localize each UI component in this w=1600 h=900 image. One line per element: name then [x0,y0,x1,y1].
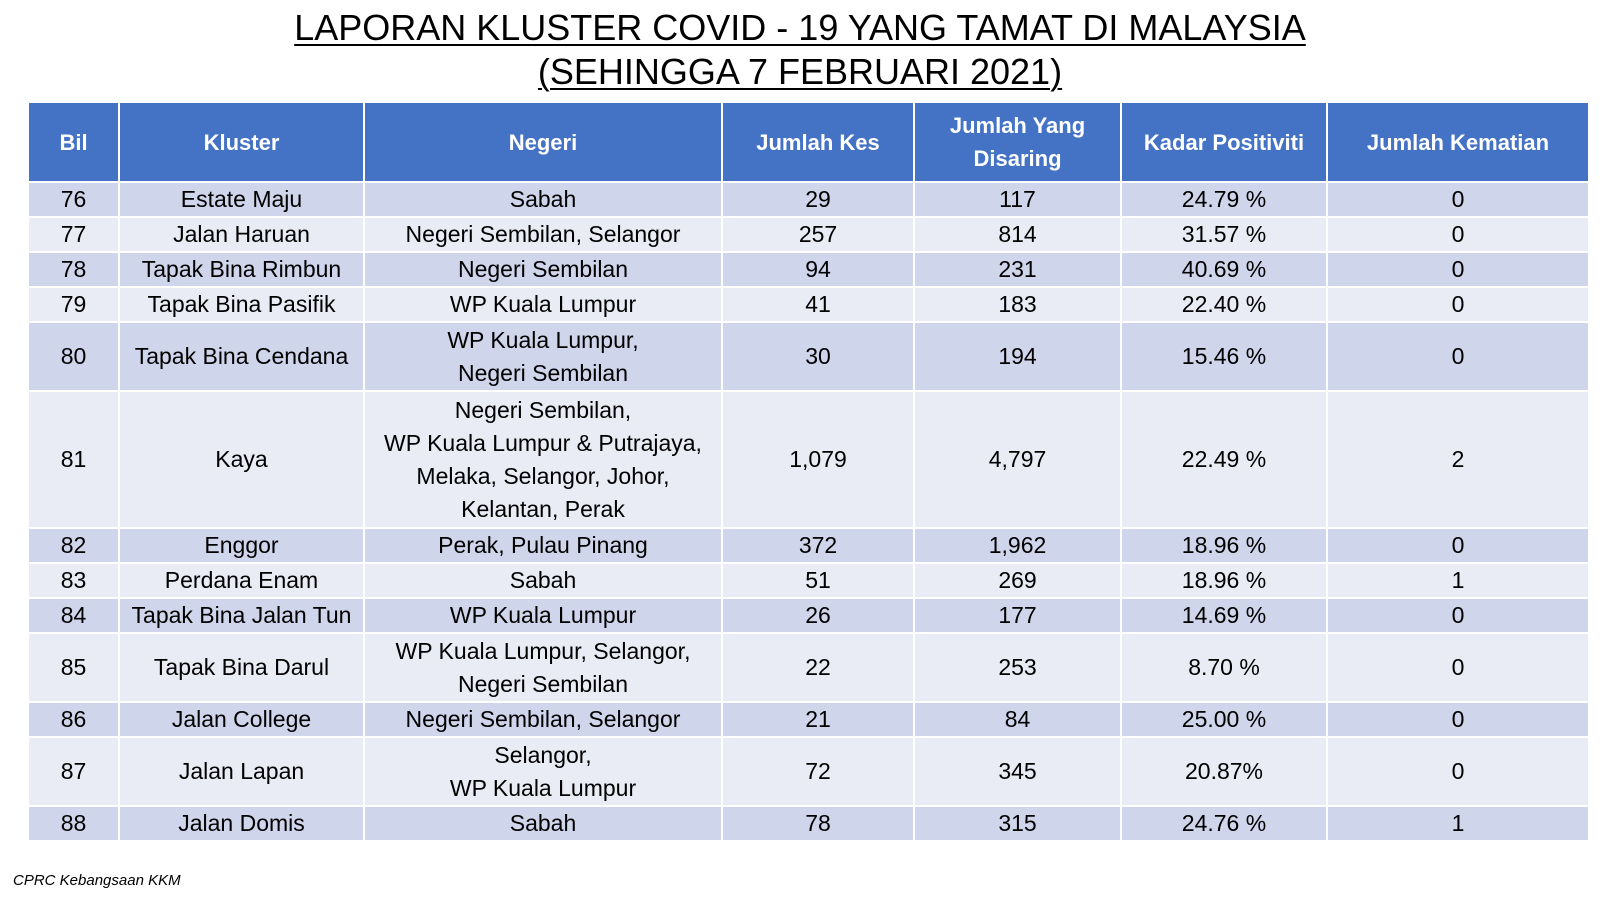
negeri-line: WP Kuala Lumpur, [447,326,639,353]
table-row [28,702,1589,737]
column-header-jumlah-kematian: Jumlah Kematian [1327,102,1589,182]
cell-jumlah-kematian: 1 [1327,563,1589,598]
cell-jumlah-kes: 41 [722,287,914,322]
negeri-line: Sabah [509,810,577,836]
cell-kadar-positiviti: 18.96 % [1121,563,1327,598]
cell-bil: 86 [28,702,119,737]
cell-kadar-positiviti: 22.49 % [1121,391,1327,528]
cell-jumlah-kes: 29 [722,182,914,217]
table-row [28,287,1589,322]
cell-kadar-positiviti: 31.57 % [1121,217,1327,252]
negeri-line: Kelantan, Perak [461,495,625,522]
cell-jumlah-kes: 22 [722,633,914,702]
cell-jumlah-kes: 372 [722,528,914,563]
cell-jumlah-kematian: 0 [1327,737,1589,806]
cell-kadar-positiviti: 22.40 % [1121,287,1327,322]
negeri-line: Negeri Sembilan [457,256,629,282]
cell-negeri [364,528,722,563]
negeri-line: Perak, Pulau Pinang [438,532,648,558]
negeri-line: Negeri Sembilan [457,670,629,697]
cell-jumlah-disaring: 1,962 [914,528,1121,563]
cell-jumlah-disaring: 814 [914,217,1121,252]
cell-negeri [364,806,722,841]
cell-jumlah-disaring: 345 [914,737,1121,806]
cell-kluster: Tapak Bina Darul [119,633,364,702]
cell-negeri [364,252,722,287]
cell-jumlah-disaring: 183 [914,287,1121,322]
table-row [28,528,1589,563]
column-header-jumlah-disaring: Jumlah Yang Disaring [914,102,1121,182]
cell-kadar-positiviti: 24.79 % [1121,182,1327,217]
report-title [0,6,1600,94]
cell-jumlah-kematian: 0 [1327,528,1589,563]
cell-kluster: Tapak Bina Pasifik [119,287,364,322]
table-row [28,633,1589,702]
cell-jumlah-disaring: 194 [914,322,1121,391]
cell-negeri [364,737,722,806]
title-line-2: (SEHINGGA 7 FEBRUARI 2021) [537,51,1063,92]
cell-kadar-positiviti: 8.70 % [1121,633,1327,702]
cell-negeri [364,563,722,598]
cell-jumlah-kes: 30 [722,322,914,391]
cell-jumlah-kes: 1,079 [722,391,914,528]
cell-bil: 82 [28,528,119,563]
negeri-line: WP Kuala Lumpur [449,602,637,628]
cell-bil: 85 [28,633,119,702]
negeri-line: Melaka, Selangor, Johor, [416,462,670,489]
table-row [28,598,1589,633]
negeri-line: WP Kuala Lumpur [449,774,637,801]
cell-kluster: Perdana Enam [119,563,364,598]
cell-jumlah-kes: 94 [722,252,914,287]
cell-kluster: Jalan Domis [119,806,364,841]
table-row [28,391,1589,528]
cell-negeri [364,287,722,322]
cell-kadar-positiviti: 24.76 % [1121,806,1327,841]
cell-jumlah-kematian: 0 [1327,252,1589,287]
cell-bil: 80 [28,322,119,391]
cell-kadar-positiviti: 14.69 % [1121,598,1327,633]
column-header-kadar-positiviti: Kadar Positiviti [1121,102,1327,182]
cell-bil: 79 [28,287,119,322]
negeri-line: Sabah [509,186,577,212]
cell-jumlah-disaring: 4,797 [914,391,1121,528]
cell-bil: 88 [28,806,119,841]
title-line-1: LAPORAN KLUSTER COVID - 19 YANG TAMAT DI MALAYSIA [294,7,1306,48]
table-row [28,737,1589,806]
cell-kadar-positiviti: 40.69 % [1121,252,1327,287]
cell-jumlah-kes: 78 [722,806,914,841]
cell-jumlah-kematian: 0 [1327,182,1589,217]
cell-kluster: Jalan College [119,702,364,737]
cell-bil: 87 [28,737,119,806]
cell-jumlah-kes: 26 [722,598,914,633]
cell-jumlah-kes: 51 [722,563,914,598]
column-header-negeri: Negeri [364,102,722,182]
cell-bil: 78 [28,252,119,287]
cell-kadar-positiviti: 25.00 % [1121,702,1327,737]
cell-kluster: Tapak Bina Cendana [119,322,364,391]
table-body [28,182,1589,841]
cell-bil: 83 [28,563,119,598]
cell-negeri [364,702,722,737]
cell-kadar-positiviti: 18.96 % [1121,528,1327,563]
cell-jumlah-kematian: 0 [1327,217,1589,252]
negeri-line: Selangor, [494,741,592,768]
cell-bil: 84 [28,598,119,633]
cell-jumlah-kematian: 0 [1327,287,1589,322]
source-footer: CPRC Kebangsaan KKM [13,872,181,889]
cell-jumlah-kematian: 2 [1327,391,1589,528]
cell-negeri [364,391,722,528]
negeri-line: Negeri Sembilan, [454,396,632,423]
column-header-kluster: Kluster [119,102,364,182]
cell-jumlah-disaring: 117 [914,182,1121,217]
cell-kluster: Tapak Bina Jalan Tun [119,598,364,633]
table-row [28,806,1589,841]
table-header-row [28,102,1589,182]
table-row [28,217,1589,252]
cell-kluster: Jalan Haruan [119,217,364,252]
cell-jumlah-disaring: 231 [914,252,1121,287]
cell-jumlah-disaring: 84 [914,702,1121,737]
negeri-line: WP Kuala Lumpur, Selangor, [395,637,691,664]
cell-jumlah-kes: 72 [722,737,914,806]
cell-negeri [364,322,722,391]
cell-jumlah-kematian: 0 [1327,633,1589,702]
cell-kadar-positiviti: 20.87% [1121,737,1327,806]
cell-kluster: Estate Maju [119,182,364,217]
negeri-line: Negeri Sembilan, Selangor [405,221,681,247]
cell-jumlah-disaring: 315 [914,806,1121,841]
cell-negeri [364,182,722,217]
cluster-table [27,101,1590,842]
column-header-jumlah-kes: Jumlah Kes [722,102,914,182]
column-header-bil: Bil [28,102,119,182]
cell-jumlah-disaring: 177 [914,598,1121,633]
negeri-line: Negeri Sembilan [457,359,629,386]
negeri-line: Sabah [509,567,577,593]
cell-jumlah-disaring: 253 [914,633,1121,702]
cell-jumlah-kes: 257 [722,217,914,252]
negeri-line: WP Kuala Lumpur & Putrajaya, [384,429,702,456]
cell-bil: 77 [28,217,119,252]
cell-kadar-positiviti: 15.46 % [1121,322,1327,391]
table-row [28,563,1589,598]
cell-jumlah-kematian: 0 [1327,598,1589,633]
table-row [28,322,1589,391]
cell-jumlah-kes: 21 [722,702,914,737]
table-row [28,182,1589,217]
cell-negeri [364,633,722,702]
negeri-line: WP Kuala Lumpur [449,291,637,317]
cell-jumlah-kematian: 1 [1327,806,1589,841]
cell-kluster: Jalan Lapan [119,737,364,806]
cell-negeri [364,217,722,252]
cell-kluster: Enggor [119,528,364,563]
cell-kluster: Tapak Bina Rimbun [119,252,364,287]
table-row [28,252,1589,287]
cell-kluster: Kaya [119,391,364,528]
cell-negeri [364,598,722,633]
cell-jumlah-kematian: 0 [1327,702,1589,737]
negeri-line: Negeri Sembilan, Selangor [405,706,681,732]
cell-bil: 76 [28,182,119,217]
cell-jumlah-disaring: 269 [914,563,1121,598]
cell-jumlah-kematian: 0 [1327,322,1589,391]
cell-bil: 81 [28,391,119,528]
